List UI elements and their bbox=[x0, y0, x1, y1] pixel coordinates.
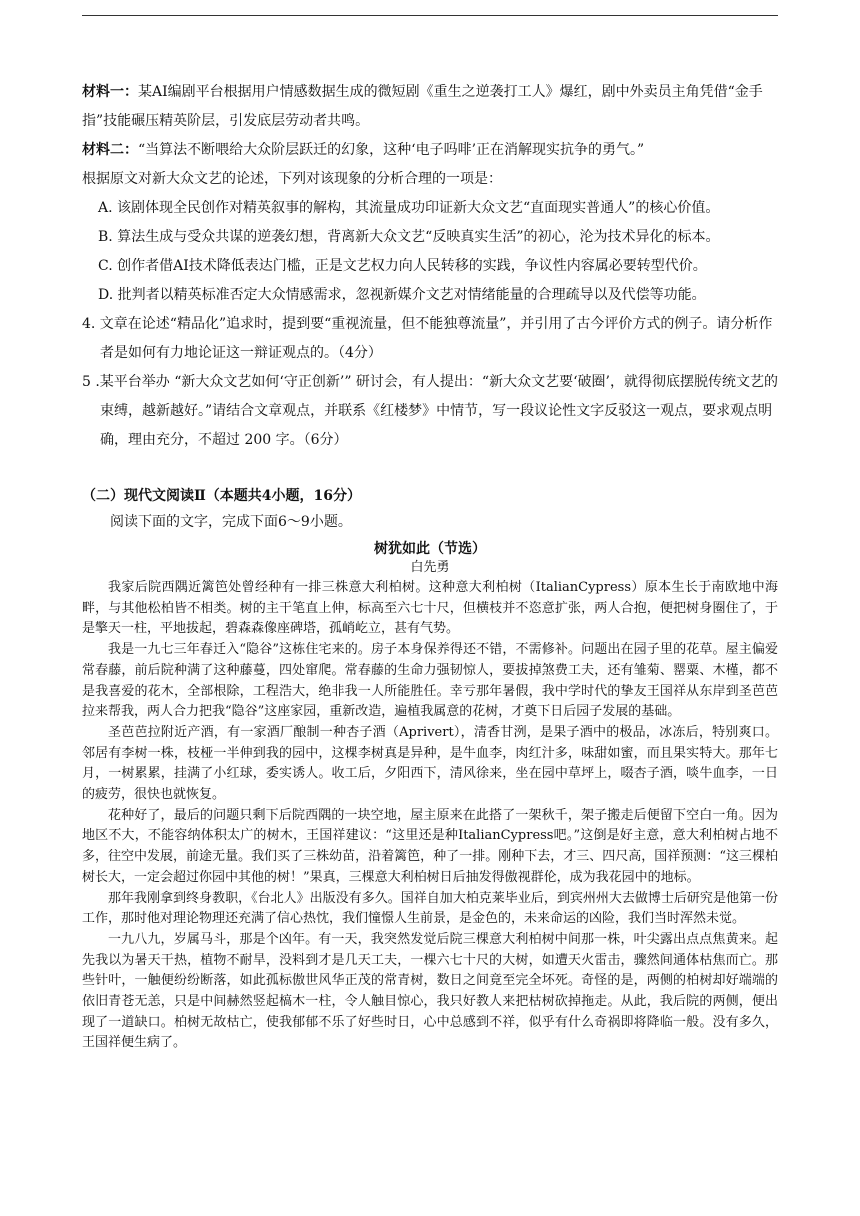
material-two-label: 材料二： bbox=[82, 142, 138, 158]
article-paragraph: 圣芭芭拉附近产酒，有一家酒厂酿制一种杏子酒（Aprivert），清香甘洌，是果子酒中的极品，冰冻后，特别爽口。邻居有李树一株，枝桠一半伸到我的园中，这棵李树真是异种，是牛血李，肉红汁多，味甜如蜜，而且果实特大。那年七月，一树累累，挂满了小红球，委实诱人。收工后，夕阳西下，清风徐来，坐在园中草坪上，啜杏子酒，啖牛血李，一日的疲劳，很快也就恢复。 bbox=[82, 724, 778, 803]
top-rule bbox=[82, 15, 778, 16]
material-one-text: 某AI编剧平台根据用户情感数据生成的微短剧《重生之逆袭打工人》爆红，剧中外卖员主角凭借“金手指”技能碾压精英阶层，引发底层劳动者共鸣。 bbox=[82, 84, 763, 129]
question-prompt: 根据原文对新大众文艺的论述，下列对该现象的分析合理的一项是： bbox=[82, 171, 502, 187]
material-one-label: 材料一： bbox=[82, 84, 138, 100]
article-paragraph: 一九八九，岁属马斗，那是个凶年。有一天，我突然发觉后院三棵意大利柏树中间那一株，叶尖露出点点焦黄来。起先我以为暑天干热，植物不耐旱，没料到才是几天工夫，一棵六七十尺的大树，如遭天火雷击，骤然间通体枯焦而亡。那些针叶，一触便纷纷断落，如此孤标傲世风华正茂的常青树，数日之间竟至完全坏死。奇怪的是，两侧的柏树却好端端的依旧青苍无恙，只是中间赫然竖起槁木一柱，令人触目惊心，我只好教人来把枯树砍掉拖走。从此，我后院的两侧，便出现了一道缺口。柏树无故枯亡，使我郁郁不乐了好些时日，心中总感到不祥，似乎有什么奇祸即将降临一般。没有多久，王国祥便生病了。 bbox=[82, 931, 778, 1051]
option-b: B. 算法生成与受众共谋的逆袭幻想，背离新大众文艺“反映真实生活”的初心，沦为技术异化的标本。 bbox=[98, 229, 720, 245]
article-title: 树犹如此（节选） bbox=[374, 541, 486, 557]
article-paragraph: 我是一九七三年春迁入“隐谷”这栋住宅来的。房子本身保养得还不错，不需修补。问题出在园子里的花草。屋主偏爱常春藤，前后院种满了这种藤蔓，四处窜爬。常春藤的生命力强韧惊人，要拔掉煞费工夫，还有雏菊、罂粟、木槿，都不是我喜爱的花木，全部根除，工程浩大，绝非我一人所能胜任。幸亏那年暑假，我中学时代的挚友王国祥从东岸到圣芭芭拉来帮我，两人合力把我“隐谷”这座家园，重新改造，遍植我属意的花树，才奠下日后园子发展的基础。 bbox=[82, 642, 778, 720]
article-paragraph: 我家后院西隅近篱笆处曾经种有一排三株意大利柏树。这种意大利柏树（ItalianCypress）原本生长于南欧地中海畔，与其他松柏皆不相类。树的主干笔直上伸，标高至六七十尺，但横枝并不恣意扩张，两人合抱，便把树身圈住了，于是擎天一柱，平地拔起，碧森森像座碑塔，孤峭屹立，甚有气势。 bbox=[82, 580, 778, 637]
section-two-instruction: 阅读下面的文字，完成下面6～9小题。 bbox=[110, 514, 352, 530]
option-d: D. 批判者以精英标准否定大众情感需求，忽视新媒介文艺对情绪能量的合理疏导以及代偿等功能。 bbox=[98, 287, 706, 303]
option-a: A. 该剧体现全民创作对精英叙事的解构，其流量成功印证新大众文艺“直面现实普通人”的核心价值。 bbox=[98, 200, 720, 216]
article-paragraph: 那年我刚拿到终身教职，《台北人》出版没有多久。国祥自加大柏克莱毕业后，到宾州州大去做博士后研究是他第一份工作，那时他对理论物理还充满了信心热忱，我们憧憬人生前景，是金色的，未来命运的凶险，我们当时浑然未觉。 bbox=[82, 890, 778, 927]
material-one bbox=[82, 78, 778, 136]
material-two bbox=[82, 136, 778, 165]
question-5: 5 .某平台举办 “新大众文艺如何‘守正创新’” 研讨会，有人提出：“新大众文艺要‘破圈’，就得彻底摆脱传统文艺的束缚，越新越好。”请结合文章观点，并联系《红楼梦》中情节，写一段议论性文字反驳这一观点，要求观点明确，理由充分，不超过 200 字。（6分） bbox=[82, 374, 778, 448]
question-4: 4. 文章在论述“精品化”追求时，提到要“重视流量，但不能独尊流量”，并引用了古今评价方式的例子。请分析作者是如何有力地论证这一辩证观点的。（4分） bbox=[82, 316, 773, 361]
article-body bbox=[82, 578, 778, 1054]
section-two-title: （二）现代文阅读Ⅱ（本题共4小题，16分） bbox=[82, 488, 362, 504]
article-author: 白先勇 bbox=[410, 560, 450, 575]
question-3-block bbox=[82, 78, 778, 455]
material-two-text: “当算法不断喂给大众阶层跃迁的幻象，这种‘电子吗啡’正在消解现实抗争的勇气。” bbox=[138, 142, 645, 158]
article-paragraph: 花种好了，最后的问题只剩下后院西隅的一块空地，屋主原来在此搭了一架秋千，架子搬走后便留下空白一角。因为地区不大，不能容纳体积太广的树木，王国祥建议：“这里还是种ItalianCypress吧。”这倒是好主意，意大利柏树占地不多，往空中发展，前途无量。我们买了三株幼苗，沿着篱笆，种了一排。刚种下去，才三、四尺高，国祥预测：“这三棵柏树长大，一定会超过你园中其他的树！”果真，三棵意大利柏树日后抽发得傲视群伦，成为我花园中的地标。 bbox=[82, 807, 778, 885]
option-c: C. 创作者借AI技术降低表达门槛，正是文艺权力向人民转移的实践，争议性内容属必要转型代价。 bbox=[98, 258, 707, 274]
